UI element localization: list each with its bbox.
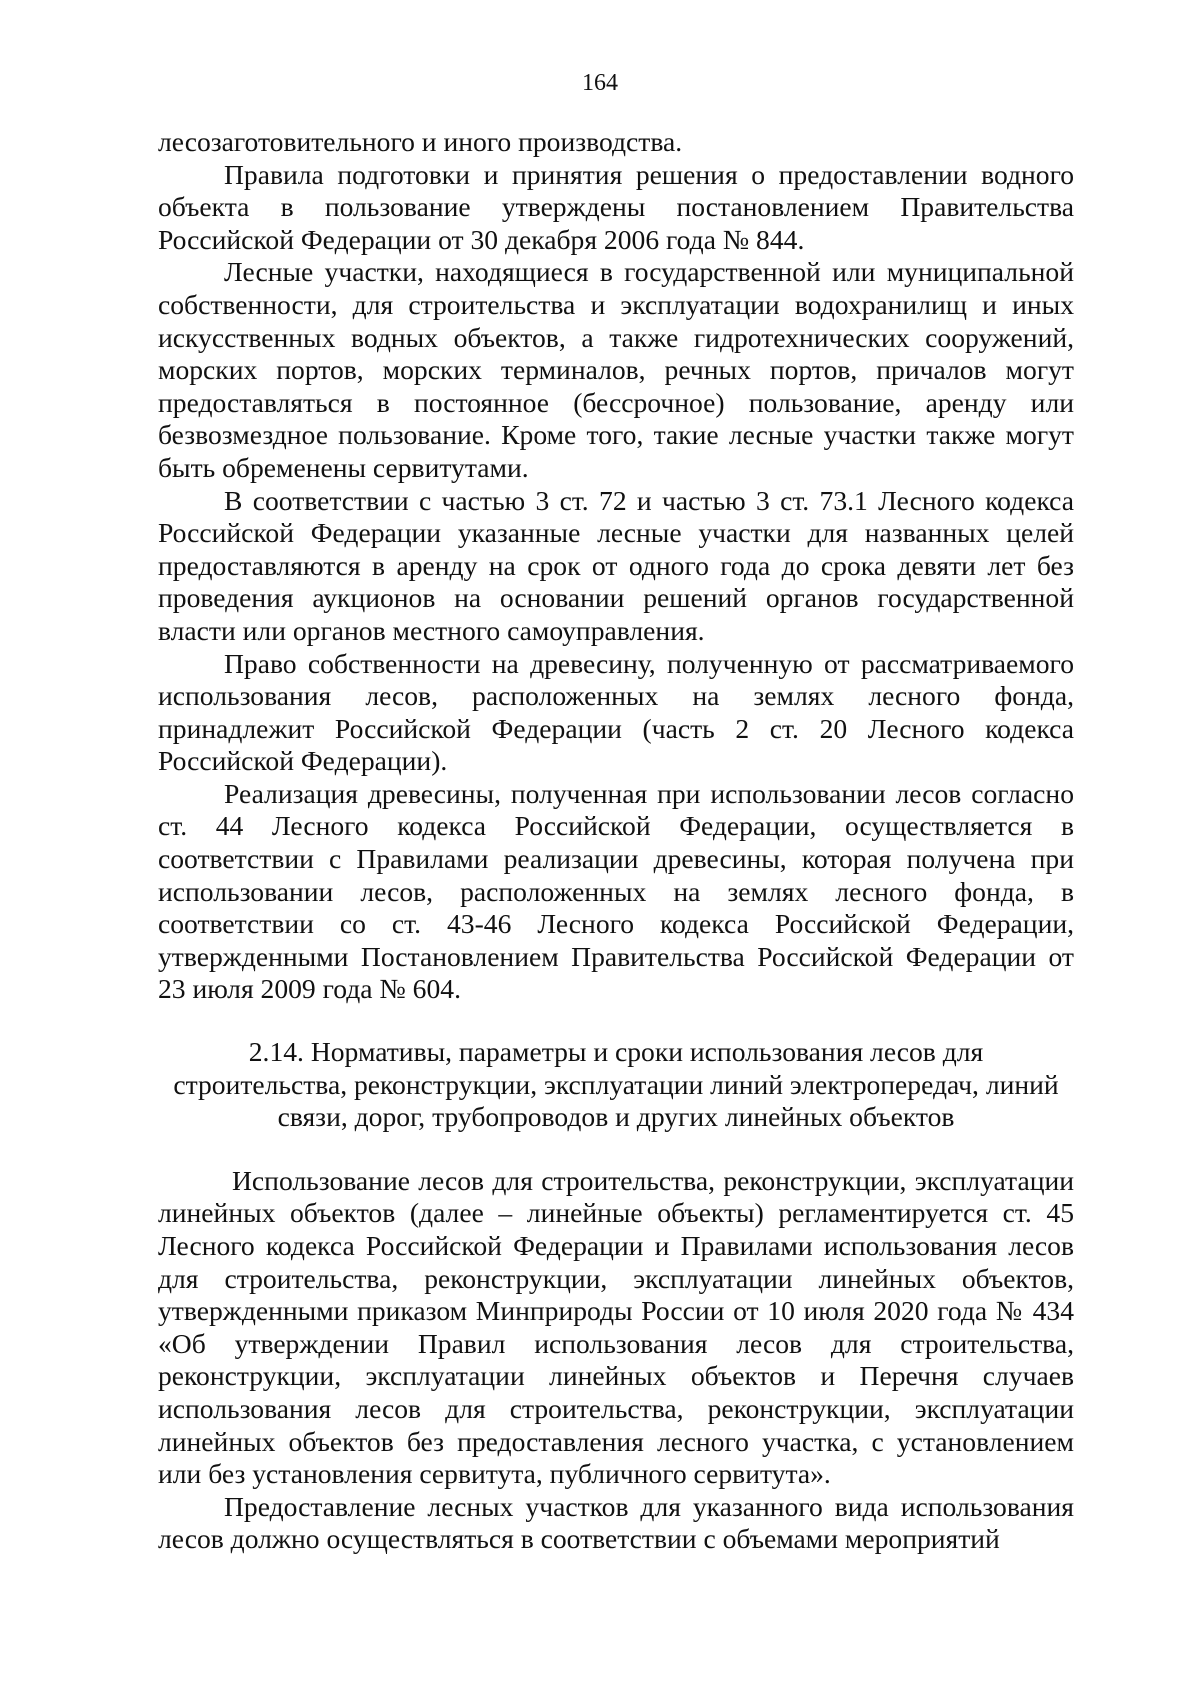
paragraph-linear-objects: Использование лесов для строительства, реконструкции, эксплуатации линейных объектов (далее – линейные объекты) регламентируется ст. 45 Лесного кодекса Российской Федерации и Правилами использования лесов для строительства, реконструкции, эксплуатации линейных объектов, утвержденными приказом Минприроды России от 10 июля 2020 года № 434 «Об утверждении Правил использования лесов для строительства, реконструкции, эксплуатации линейных объектов и Перечня случаев использования лесов для строительства, реконструкции, эксплуатации линейных объектов без предоставления лесного участка, с установлением или без установления сервитута, публичного сервитута». xyxy=(158,1164,1074,1490)
section-heading-line-1: 2.14. Нормативы, параметры и сроки использования лесов для xyxy=(248,1036,984,1068)
section-heading-line-3: связи, дорог, трубопроводов и других линейных объектов xyxy=(277,1101,955,1133)
section-heading-line-2: строительства, реконструкции, эксплуатации линий электропередач, линий xyxy=(173,1068,1059,1100)
paragraph-timber-sale: Реализация древесины, полученная при использовании лесов согласно ст. 44 Лесного кодекса Российской Федерации, осуществляется в соответствии с Правилами реализации древесины, которая получена при использовании лесов, расположенных на землях лесного фонда, в соответствии со ст. 43-46 Лесного кодекса Российской Федерации, утвержденными Постановлением Правительства Российской Федерации от 23 июля 2009 года № 604. xyxy=(158,777,1074,1005)
paragraph-water-object-rules: Правила подготовки и принятия решения о предоставлении водного объекта в пользование утверждены постановлением Правительства Российской Федерации от 30 декабря 2006 года № 844. xyxy=(158,158,1074,255)
paragraph-lease-terms: В соответствии с частью 3 ст. 72 и частью 3 ст. 73.1 Лесного кодекса Российской Федерации указанные лесные участки для названных целей предоставляются в аренду на срок от одного года до срока девяти лет без проведения аукционов на основании решений органов государственной власти или органов местного самоуправления. xyxy=(158,484,1074,646)
paragraph-timber-ownership: Право собственности на древесину, полученную от рассматриваемого использования лесов, расположенных на землях лесного фонда, принадлежит Российской Федерации (часть 2 ст. 20 Лесного кодекса Российской Федерации). xyxy=(158,647,1074,777)
paragraph-forest-plots-reservoirs: Лесные участки, находящиеся в государственной или муниципальной собственности, для строительства и эксплуатации водохранилищ и иных искусственных водных объектов, а также гидротехнических сооружений, морских портов, морских терминалов, речных портов, причалов могут предоставляться в постоянное (бессрочное) пользование, аренду или безвозмездное пользование. Кроме того, такие лесные участки также могут быть обременены сервитутами. xyxy=(158,256,1074,483)
section-heading xyxy=(158,1036,1074,1134)
paragraph-continuation: лесозаготовительного и иного производства. xyxy=(158,126,683,157)
paragraph-plot-provision: Предоставление лесных участков для указанного вида использования лесов должно осуществляться в соответствии с объемами мероприятий xyxy=(158,1490,1074,1555)
page-number: 164 xyxy=(582,70,618,96)
document-body xyxy=(158,126,1074,1556)
